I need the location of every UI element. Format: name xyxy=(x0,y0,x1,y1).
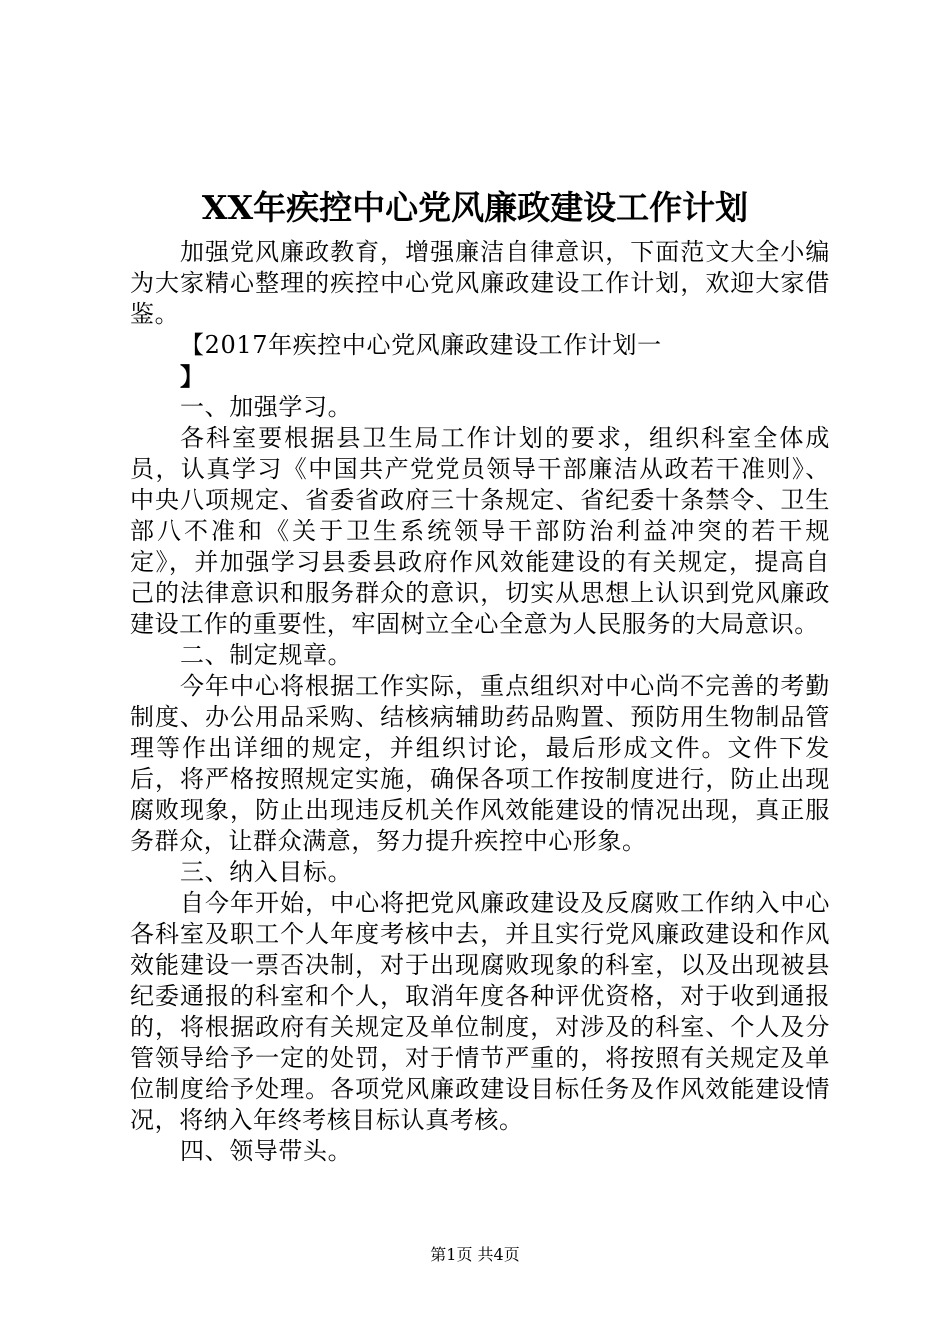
section-heading-3: 三、纳入目标。 xyxy=(180,858,353,886)
section-paragraph-1: 各科室要根据县卫生局工作计划的要求，组织科室全体成员，认真学习《中国共产党党员领导干部廉洁从政若干准则》、中央八项规定、省委省政府三十条规定、省纪委十条禁令、卫生部八不准和《关于卫生系统领导干部防治利益冲突的若干规定》，并加强学习县委县政府作风效能建设的有关规定，提高自己的法律意识和服务群众的意识，切实从思想上认识到党风廉政建设工作的重要性，牢固树立全心全意为人民服务的大局意识。 xyxy=(130,424,830,638)
section-heading-1: 一、加强学习。 xyxy=(180,393,353,421)
document-body xyxy=(130,237,830,1167)
section-heading-4: 四、领导带头。 xyxy=(180,1137,353,1165)
section-heading-2: 二、制定规章。 xyxy=(180,641,353,669)
intro-paragraph: 加强党风廉政教育，增强廉洁自律意识，下面范文大全小编为大家精心整理的疾控中心党风廉政建设工作计划，欢迎大家借鉴。 xyxy=(130,238,830,328)
section-paragraph-3: 自今年开始，中心将把党风廉政建设及反腐败工作纳入中心各科室及职工个人年度考核中去，并且实行党风廉政建设和作风效能建设一票否决制，对于出现腐败现象的科室，以及出现被县纪委通报的科室和个人，取消年度各种评优资格，对于收到通报的，将根据政府有关规定及单位制度，对涉及的科室、个人及分管领导给予一定的处罚，对于情节严重的，将按照有关规定及单位制度给予处理。各项党风廉政建设目标任务及作风效能建设情况，将纳入年终考核目标认真考核。 xyxy=(130,889,830,1134)
page-number-footer: 第1页 共4页 xyxy=(430,1245,520,1264)
plan-heading-close-bracket: 】 xyxy=(180,362,205,391)
plan-heading: 【2017年疾控中心党风廉政建设工作计划一 xyxy=(180,331,662,359)
section-paragraph-2: 今年中心将根据工作实际，重点组织对中心尚不完善的考勤制度、办公用品采购、结核病辅助药品购置、预防用生物制品管理等作出详细的规定，并组织讨论，最后形成文件。文件下发后，将严格按照规定实施，确保各项工作按制度进行，防止出现腐败现象，防止出现违反机关作风效能建设的情况出现，真正服务群众，让群众满意，努力提升疾控中心形象。 xyxy=(130,672,830,855)
page-title: XX年疾控中心党风廉政建设工作计划 xyxy=(201,188,749,227)
